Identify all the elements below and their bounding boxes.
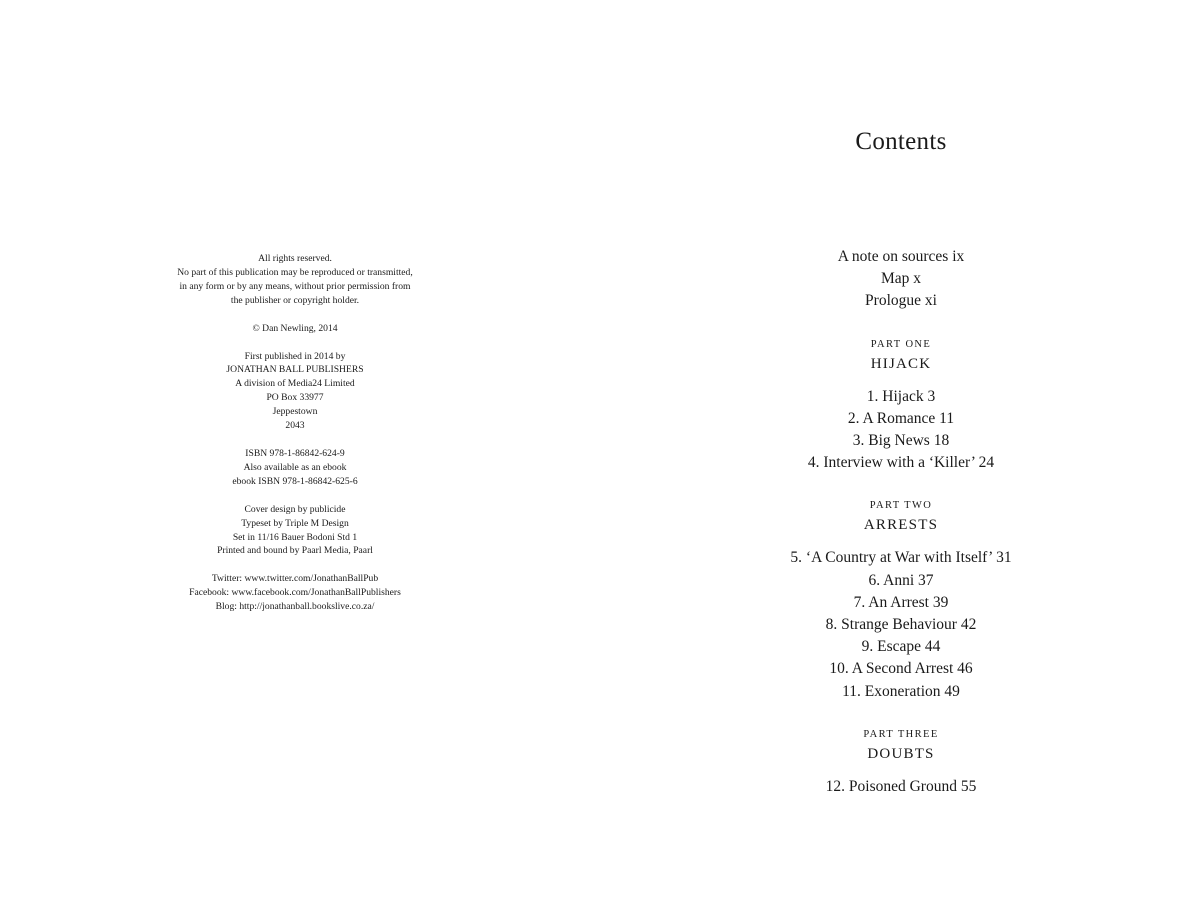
toc-entry: 6. Anni 37: [868, 571, 934, 589]
production-credits: [150, 503, 440, 559]
imprint-line: Typeset by Triple M Design: [241, 517, 349, 529]
toc-entry: 9. Escape 44: [861, 638, 941, 656]
imprint-line: 2043: [285, 420, 305, 432]
imprint-line: ebook ISBN 978-1-86842-625-6: [232, 475, 358, 487]
front-matter-list: [598, 246, 1197, 313]
imprint-line: Printed and bound by Paarl Media, Paarl: [217, 545, 373, 557]
part-three-section: [598, 727, 1197, 798]
copyright-notice: [150, 322, 440, 336]
social-links: [150, 572, 440, 614]
toc-entry: 2. A Romance 11: [847, 409, 955, 427]
rights-notice: [150, 252, 440, 308]
isbn-info: [150, 447, 440, 489]
part-title: DOUBTS: [867, 745, 935, 762]
imprint-line: First published in 2014 by: [244, 350, 346, 362]
part-label: PART THREE: [863, 728, 939, 740]
part-label: PART ONE: [870, 338, 932, 350]
toc-entry: 11. Exoneration 49: [842, 682, 960, 700]
imprint-line: the publisher or copyright holder.: [230, 294, 360, 306]
part-two-section: [598, 498, 1197, 702]
publisher-info: [150, 350, 440, 433]
toc-entry: 7. An Arrest 39: [853, 593, 949, 611]
part-one-section: [598, 337, 1197, 475]
part-title: HIJACK: [870, 355, 932, 372]
imprint-line: Facebook: www.facebook.com/JonathanBallPublishers: [189, 587, 401, 599]
imprint-line: in any form or by any means, without prior permission from: [179, 280, 411, 292]
copyright-line: © Dan Newling, 2014: [252, 322, 338, 334]
chapter-list: [598, 776, 1197, 798]
imprint-line: Also available as an ebook: [243, 461, 347, 473]
imprint-line: JONATHAN BALL PUBLISHERS: [226, 364, 364, 376]
toc-entry: 10. A Second Arrest 46: [829, 660, 973, 678]
imprint-line: All rights reserved.: [258, 253, 332, 264]
imprint-line: Blog: http://jonathanball.bookslive.co.za/: [215, 601, 375, 613]
imprint-line: Twitter: www.twitter.com/JonathanBallPub: [211, 573, 379, 585]
imprint-line: Jeppestown: [272, 406, 318, 418]
toc-entry: Prologue xi: [865, 292, 937, 310]
part-title: ARRESTS: [863, 517, 939, 534]
imprint-block: [150, 252, 440, 628]
chapter-list: [598, 386, 1197, 475]
right-page: [598, 0, 1197, 917]
toc-entry: 8. Strange Behaviour 42: [825, 616, 977, 634]
toc-entry: 5. ‘A Country at War with Itself’ 31: [790, 549, 1012, 567]
imprint-line: Cover design by publicide: [244, 503, 346, 515]
table-of-contents: [598, 246, 1197, 822]
toc-entry: 3. Big News 18: [852, 432, 950, 450]
imprint-line: No part of this publication may be reproduced or transmitted,: [177, 266, 413, 278]
chapter-list: [598, 547, 1197, 702]
imprint-line: PO Box 33977: [266, 392, 324, 404]
toc-entry: 1. Hijack 3: [866, 387, 936, 405]
imprint-line: A division of Media24 Limited: [235, 378, 355, 390]
imprint-line: ISBN 978-1-86842-624-9: [245, 447, 345, 459]
contents-title: Contents: [855, 128, 947, 155]
part-label: PART TWO: [869, 500, 933, 512]
toc-entry: 4. Interview with a ‘Killer’ 24: [807, 454, 995, 472]
left-page: [0, 0, 598, 917]
toc-entry: Map x: [880, 270, 922, 288]
toc-entry: A note on sources ix: [837, 248, 965, 265]
imprint-line: Set in 11/16 Bauer Bodoni Std 1: [232, 531, 358, 543]
toc-entry: 12. Poisoned Ground 55: [825, 777, 977, 795]
